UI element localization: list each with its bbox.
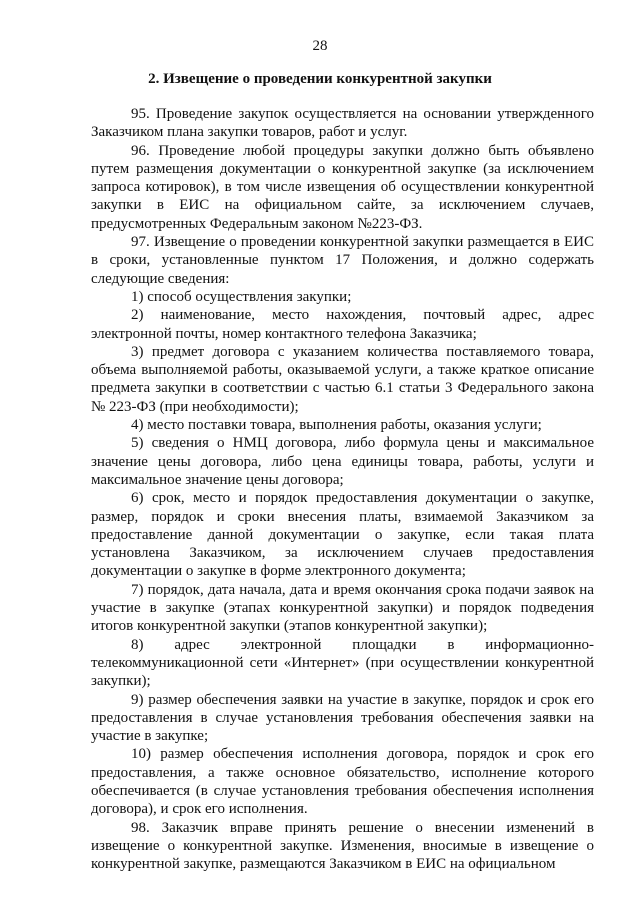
list-item-6: 6) срок, место и порядок предоставления документации о закупке, размер, порядок и сроки внесения платы, взимаемой Заказчиком за предоставление данной документации о закупке, если такая плата установлена Заказчиком, за исключением случаев предоставления документации о закупке в форме электронного документа; [91, 490, 594, 580]
list-item-8: 8) адрес электронной площадки в информационно-телекоммуникационной сети «Интернет» (при осуществлении конкурентной закупки); [91, 636, 594, 690]
list-item-1: 1) способ осуществления закупки; [131, 288, 352, 305]
list-item-5: 5) сведения о НМЦ договора, либо формула цены и максимальное значение цены договора, либо цена единицы товара, работы, услуги и максимальное значение цены договора; [91, 435, 594, 488]
list-item-2: 2) наименование, место нахождения, почтовый адрес, адрес электронной почты, номер контактного телефона Заказчика; [91, 307, 594, 342]
list-item-4: 4) место поставки товара, выполнения работы, оказания услуги; [131, 417, 542, 434]
paragraph-97: 97. Извещение о проведении конкурентной закупки размещается в ЕИС в сроки, установленные пунктом 17 Положения, и должно содержать следующие сведения: [91, 234, 594, 287]
list-item-9: 9) размер обеспечения заявки на участие в закупке, порядок и срок его предоставления в случае установления требования обеспечения заявки на участие в закупке; [91, 691, 594, 745]
list-item-3: 3) предмет договора с указанием количества поставляемого товара, объема выполняемой работы, оказываемой услуги, а также краткое описание предмета закупки в соответствии с частью 6.1 статьи 3 Федерального закона № 223-ФЗ (при необходимости); [91, 343, 594, 415]
list-item-10: 10) размер обеспечения исполнения договора, порядок и срок его предоставления, а также основное обязательство, исполнение которого обеспечивается (в случае установления требования обеспечения исполнения договора), и срок его исполнения. [91, 746, 594, 818]
list-item-7: 7) порядок, дата начала, дата и время окончания срока подачи заявок на участие в закупке (этапах конкурентной закупки) и порядок подведения итогов конкурентной закупки (этапов конкурентной закупки); [91, 581, 594, 635]
paragraph-95: 95. Проведение закупок осуществляется на основании утвержденного Заказчиком плана закупки товаров, работ и услуг. [91, 106, 594, 141]
paragraph-96: 96. Проведение любой процедуры закупки должно быть объявлено путем размещения документации о конкурентной закупке (за исключением запроса котировок), в том числе извещения об осуществлении конкурентной закупки в ЕИС на официальном сайте, за исключением случаев, предусмотренных Федеральным законом №223-ФЗ. [91, 142, 594, 232]
section-title: 2. Извещение о проведении конкурентной закупки [148, 71, 492, 87]
paragraph-98: 98. Заказчик вправе принять решение о внесении изменений в извещение о конкурентной закупке. Изменения, вносимые в извещение о конкурентной закупке, размещаются Заказчиком в ЕИС на официальном [91, 819, 594, 873]
document-body [91, 105, 594, 873]
page-number: 28 [312, 38, 328, 54]
